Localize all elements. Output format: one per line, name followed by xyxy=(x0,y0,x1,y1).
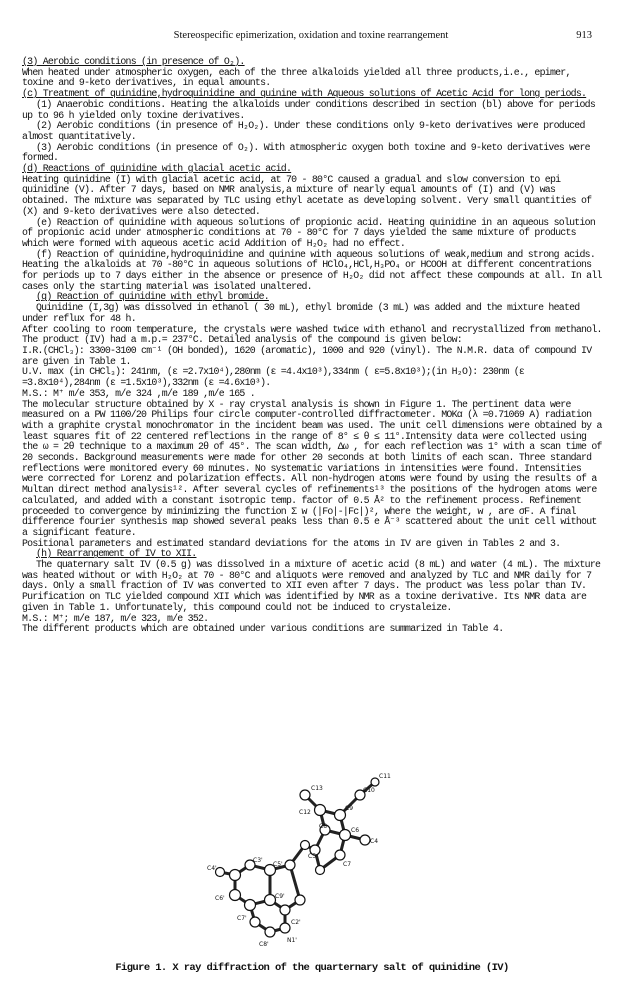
section-h-text: The quaternary salt IV (0.5 g) was dissolved in a mixture of acetic acid (8 mL) and water (4 mL). The mixture was heated without or with H₂O₂ at 70 - 80°C and aliquots were removed and analyzed by TLC and NMR daily for 7 days. Only a small fraction of IV was converted to XII even after 7 days. The product was less polar than IV. Purification on TLC yielded compound XII which was identified by NMR as a toxine derivative. Its NMR data are given in Table 1. Unfortunately, this compound could not be induced to crystaleize. xyxy=(22,559,601,613)
molecule-diagram xyxy=(195,770,435,955)
section-g-text: Quinidine (I,3g) was dissolved in ethanol ( 30 mL), ethyl bromide (3 mL) was added and the mixture heated under reflux for 48 h. xyxy=(22,302,580,324)
section-d-text: Heating quinidine (I) with glacial acetic acid, at 70 - 80°C caused a gradual and slow conversion to epi quinidine (V). After 7 days, based on NMR analysis,a mixture of nearly equal amounts of (I) and (V) was obtained. The mixture was separated by TLC using ethyl acetate as developing solvent. Very small quantities of (X) and 9-keto derivatives were also detected. xyxy=(22,173,592,217)
figure-caption: Figure 1. X ray diffraction of the quarternary salt of quinidine (IV) xyxy=(115,962,509,974)
atom-label: C9' xyxy=(275,893,285,900)
positional-text: Positional parameters and estimated standard deviations for the atoms in IV are given in Tables 2 and 3. xyxy=(22,537,561,549)
ir-data: I.R.(CHCl₃): 3300-3100 cm⁻¹ (OH bonded), 1620 (aromatic), 1000 and 920 (vinyl). The N.M.R. data of compound IV are given in Table 1. xyxy=(22,344,592,367)
section-h-heading: (h) Rearrangement of IV to XII. xyxy=(36,548,197,560)
section-g-heading: (g) Reaction of quinidine with ethyl bromide. xyxy=(36,291,269,303)
section-d-heading: (d) Reactions of quinidine with glacial acetic acid. xyxy=(22,163,292,175)
page-number: 913 xyxy=(576,30,592,41)
summary-text: The different products which are obtained under various conditions are summarized in Table 4. xyxy=(22,623,504,635)
atom-label: C11 xyxy=(379,773,391,780)
atom-label: C7' xyxy=(237,915,247,922)
atom-label: C8 xyxy=(319,823,328,830)
xray-text: The molecular structure obtained by X - ray crystal analysis is shown in Figure 1. The pertinent data were measured on a PW 1100/20 Philips four circle computer-controlled diffractometer. MOKα (λ =0.71069 A) radiation with a graphite crystal monochromator in the incident beam was used. The unit cell dimensions were obtained by a least squares fit of 22 centered reflections in the range of 8° ≤ θ ≤ 11°.Intensity data were collected using the ω = 2θ technique to a maximum 2θ of 45°. The scan width, Δω , for each reflection was 1° with a scan time of 20 seconds. Background measurements were made for other 20 seconds at both limits of each scan. Three standard reflections were monitored every 60 minutes. No systematic variations in intensities were found. Intensities were corrected for Lorenz and polarization effects. All non-hydrogen atoms were found by using the results of a Multan direct method analysis¹². After several cycles of refinements¹³ the positions of the hydrogen atoms were calculated, and added with a constant isotropic temp. factor of 0.5 Å² to the refinement process. Refinement proceeded to convergence by minimizing the function Σ w (|Fo|-|Fc|)², where the weight, w , are σF. A final difference fourier synthesis map showed several peaks less than 0.5 e Å⁻³ scattered about the unit cell without a significant feature. xyxy=(22,398,602,538)
atom-label: C4' xyxy=(207,865,217,872)
section-b3-text: When heated under atmospheric oxygen, each of the three alkaloids yielded all three products,i.e., epimer, toxine and 9-keto derivatives, in equal amounts. xyxy=(22,66,571,89)
atom-label: C6' xyxy=(215,895,225,902)
section-b3-heading: (3) Aerobic conditions (in presence of O₂). xyxy=(22,56,245,67)
section-c3-text: (3) Aerobic conditions (in presence of O₂). With atmospheric oxygen both toxine and 9-keto derivatives were formed. xyxy=(22,141,590,164)
section-f-text: Heating the alkaloids at 70 -80°C in aqueous solutions of HClO₄,HCl,H₃PO₄ or HCOOH at different concentrations for periods up to 7 days either in the absence or presence of H₂O₂ did not affect these compounds at all. In all cases only the starting material was isolated unaltered. xyxy=(22,259,602,292)
atom-label: C12 xyxy=(299,809,311,816)
ms-data: M.S.: M⁺ m/e 353, m/e 324 ,m/e 189 ,m/e 165 . xyxy=(22,387,255,399)
section-c2-text: (2) Aerobic conditions (in presence of H₂O₂). Under these conditions only 9-keto derivatives were produced almost quantitatively. xyxy=(22,120,585,142)
running-title: Stereospecific epimerization, oxidation and toxine rearrangement xyxy=(173,30,449,41)
atom-label: C4 xyxy=(370,838,379,845)
section-c1-text: (1) Anaerobic conditions. Heating the alkaloids under conditions described in section (bl) above for periods up to 96 h yielded only toxine derivatives. xyxy=(22,98,596,121)
atom-label: C10 xyxy=(363,787,375,794)
section-h-ms: M.S.: M⁺; m/e 187, m/e 323, m/e 352. xyxy=(22,612,209,624)
section-c-heading: (c) Treatment of quinidine,hydroquinidine and quinine with Aqueous solutions of Acetic Acid for long periods. xyxy=(22,88,587,100)
atom-label: C5' xyxy=(273,861,283,868)
atom-label: N1' xyxy=(287,937,297,944)
section-e-text: (e) Reaction of quinidine with aqueous solutions of propionic acid. Heating quinidine in an aqueous solution of propionic acid under atmospheric conditions at 70 - 80°C for 7 days yielded the same mixture of products which were formed with aqueous acetic acid Addition of H₂O₂ had no effect. xyxy=(22,216,596,249)
atom-label: C3' xyxy=(253,857,263,864)
atom-label: C7 xyxy=(343,861,352,868)
atom-label: C5 xyxy=(308,853,317,860)
section-g-text-2: After cooling to room temperature, the crystals were washed twice with ethanol and recrystallized from methanol. The product (IV) had a m.p.= 237°C. Detailed analysis of the compound is given below: xyxy=(22,323,602,346)
figure-1-ortep-drawing xyxy=(195,770,435,955)
paper-body xyxy=(22,57,602,635)
section-f-heading: (f) Reaction of quinidine,hydroquinidine and quinine with aqueous solutions of weak,medium and strong acids. xyxy=(36,248,596,260)
atom-label: C9 xyxy=(345,805,354,812)
atom-label: C6 xyxy=(351,827,360,834)
atom-label: C8' xyxy=(259,941,269,948)
atom-label: C2' xyxy=(291,919,301,926)
uv-data: U.V. max (in CHCl₃): 241nm, (ε =2.7x10⁴),280nm (ε =4.4x10³),334nm ( ε=5.8x10³);(in H₂O): 230nm (ε =3.8x10⁴),284nm (ε =1.5x10³),332nm (ε =4.6x10³). xyxy=(22,366,525,389)
atom-label: C13 xyxy=(311,785,323,792)
running-header xyxy=(30,30,592,44)
